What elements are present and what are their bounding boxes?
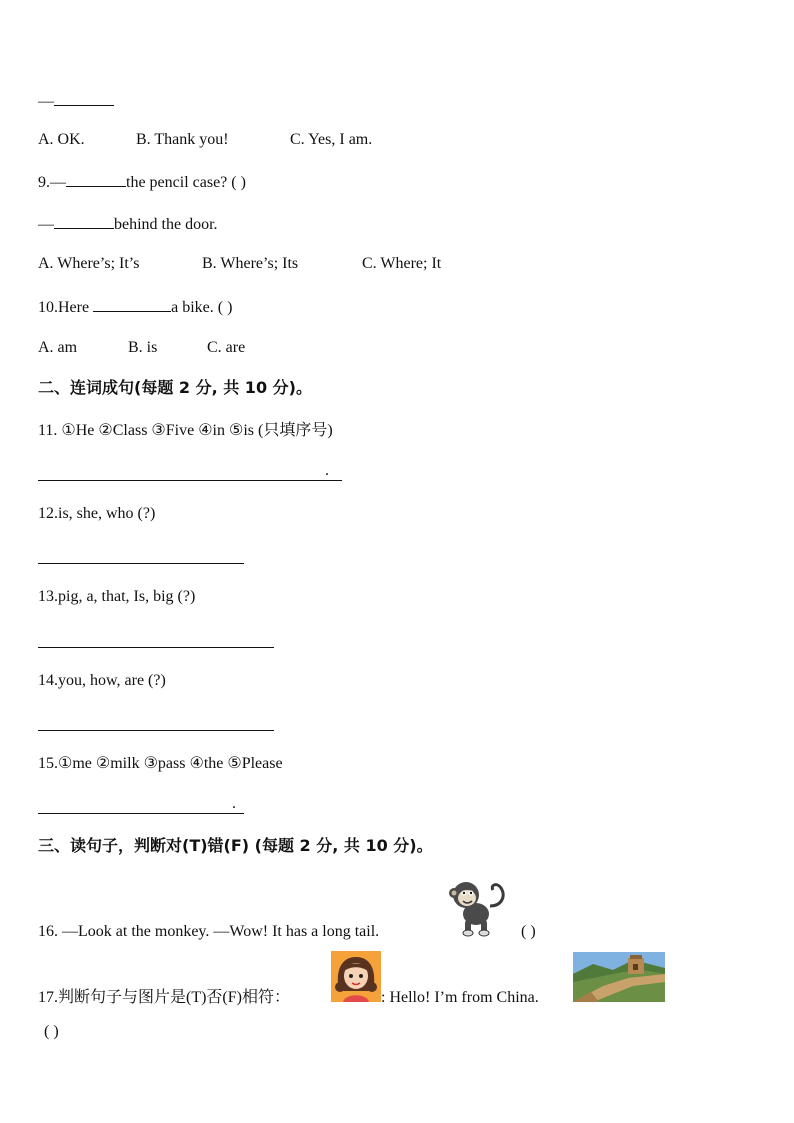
q9-blank-2[interactable] [54,213,114,229]
q13-answer-line[interactable] [38,647,274,648]
q11-question: 11. ①He ②Class ③Five ④in ⑤is (只填序号) [38,422,333,439]
q12-answer-line[interactable] [38,563,244,564]
q8-blank[interactable] [54,90,114,106]
q10-option-a[interactable]: A. am [38,339,78,356]
monkey-icon [446,876,510,938]
q8-answer-line: — [38,90,114,112]
q9-option-a[interactable]: A. Where’s; It’s [38,255,140,272]
q17-answer-bracket[interactable]: ( ) [44,1023,59,1040]
q9-options [38,254,441,274]
q11-answer-line[interactable] [38,480,342,481]
q14-answer-line[interactable] [38,730,274,731]
q11-period: . [325,462,329,479]
q9-question: 9.— the pencil case? ( ) [38,171,246,193]
q9-answer: — behind the door. [38,213,218,235]
q10-blank[interactable] [93,296,171,312]
q9-option-c[interactable]: C. Where; It [362,255,442,272]
section-3-heading: 三、读句子，判断对(T)错(F) (每题 2 分, 共 10 分)。 [38,836,433,855]
section-2-heading: 二、连词成句(每题 2 分, 共 10 分)。 [38,378,312,397]
q15-answer-line[interactable] [38,813,244,814]
q15-question: 15.①me ②milk ③pass ④the ⑤Please [38,755,283,772]
girl-icon [331,951,381,1002]
q8-option-a[interactable]: A. OK. [38,131,85,148]
q13-question: 13.pig, a, that, Is, big (?) [38,588,196,605]
q10-option-c[interactable]: C. are [207,339,246,356]
q15-period: . [232,795,236,812]
great-wall-image [573,952,665,1002]
q16-question: 16. —Look at the monkey. —Wow! It has a long tail. [38,923,380,940]
q17-sentence: : Hello! I’m from China. [381,989,539,1006]
q10-options [38,338,245,358]
q8-options [38,130,372,150]
q9-option-b[interactable]: B. Where’s; Its [202,255,299,272]
q17-prefix: 17.判断句子与图片是(T)否(F)相符： [38,989,290,1006]
q10-option-b[interactable]: B. is [128,339,158,356]
q9-blank-1[interactable] [66,171,126,187]
q8-option-b[interactable]: B. Thank you! [136,131,229,148]
q10-question: 10.Here a bike. ( ) [38,296,232,318]
q8-option-c[interactable]: C. Yes, I am. [290,131,373,148]
q14-question: 14.you, how, are (?) [38,672,166,689]
q16-answer-bracket[interactable]: ( ) [521,923,536,940]
q12-question: 12.is, she, who (?) [38,505,156,522]
